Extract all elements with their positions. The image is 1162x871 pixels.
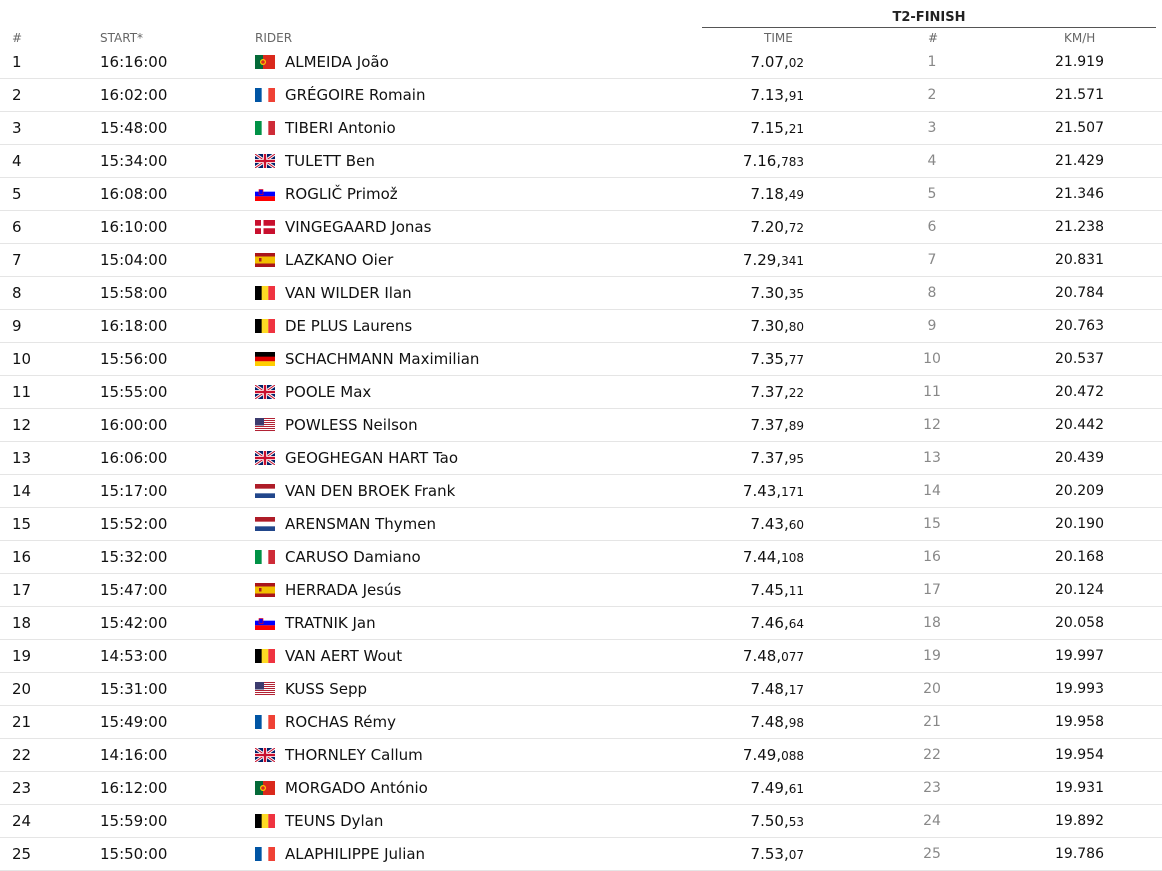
table-row[interactable] — [0, 112, 1162, 145]
time-cell — [751, 46, 804, 79]
speed-kmh-cell: 20.190 — [1055, 516, 1104, 532]
flag-por-icon — [255, 55, 275, 69]
flag-gbr-icon — [255, 451, 275, 465]
speed-kmh-cell: 19.997 — [1055, 648, 1104, 664]
time-fraction: 60 — [788, 518, 804, 532]
start-time-cell: 15:58:00 — [100, 284, 168, 302]
start-time-cell: 16:08:00 — [100, 185, 168, 203]
split-position-cell: 15 — [923, 516, 941, 532]
start-time-cell: 15:50:00 — [100, 845, 168, 863]
rider-name-link[interactable]: ROCHAS Rémy — [285, 713, 396, 731]
table-row[interactable] — [0, 46, 1162, 79]
time-fraction: 49 — [788, 188, 804, 202]
rank-cell: 15 — [12, 515, 32, 533]
speed-kmh-cell: 19.786 — [1055, 846, 1104, 862]
table-row[interactable] — [0, 211, 1162, 244]
time-cell — [751, 838, 804, 871]
country-flag-icon — [255, 352, 275, 366]
split-position-cell: 22 — [923, 747, 941, 763]
time-main: 7.13, — [750, 86, 789, 104]
rider-name-link[interactable]: VINGEGAARD Jonas — [285, 218, 432, 236]
split-position-cell: 13 — [923, 450, 941, 466]
split-position-cell: 8 — [927, 285, 937, 301]
time-main: 7.50, — [750, 812, 789, 830]
t2-finish-group-header: T2-FINISH — [702, 9, 1156, 28]
rider-name-link[interactable]: TRATNIK Jan — [285, 614, 376, 632]
rider-name-link[interactable]: LAZKANO Oier — [285, 251, 394, 269]
start-time-cell: 14:53:00 — [100, 647, 168, 665]
split-position-cell: 24 — [923, 813, 941, 829]
country-flag-icon — [255, 253, 275, 267]
flag-ned-icon — [255, 484, 275, 498]
split-position-cell: 19 — [923, 648, 941, 664]
flag-usa-icon — [255, 682, 275, 696]
start-time-cell: 15:42:00 — [100, 614, 168, 632]
time-cell — [743, 739, 804, 772]
rank-cell: 14 — [12, 482, 32, 500]
rank-cell: 11 — [12, 383, 32, 401]
rank-cell: 6 — [12, 218, 22, 236]
header-time[interactable]: TIME — [764, 31, 793, 45]
speed-kmh-cell: 20.439 — [1055, 450, 1104, 466]
rank-cell: 7 — [12, 251, 22, 269]
speed-kmh-cell: 20.831 — [1055, 252, 1104, 268]
header-rank[interactable]: # — [12, 31, 23, 45]
country-flag-icon — [255, 583, 275, 597]
country-flag-icon — [255, 616, 275, 630]
speed-kmh-cell: 21.346 — [1055, 186, 1104, 202]
flag-slo-icon — [255, 616, 275, 630]
start-time-cell: 16:10:00 — [100, 218, 168, 236]
time-main: 7.43, — [742, 482, 782, 500]
time-fraction: 61 — [788, 782, 804, 796]
time-main: 7.16, — [742, 152, 782, 170]
time-cell — [743, 145, 804, 178]
table-row[interactable] — [0, 244, 1162, 277]
split-position-cell: 5 — [927, 186, 937, 202]
time-fraction: 07 — [788, 848, 804, 862]
time-main: 7.45, — [750, 581, 789, 599]
time-cell — [743, 640, 804, 673]
rider-name-link[interactable]: KUSS Sepp — [285, 680, 368, 698]
start-time-cell: 16:02:00 — [100, 86, 168, 104]
rank-cell: 24 — [12, 812, 32, 830]
country-flag-icon — [255, 484, 275, 498]
flag-slo-icon — [255, 187, 275, 201]
rank-cell: 2 — [12, 86, 22, 104]
rider-name-link[interactable]: VAN DEN BROEK Frank — [285, 482, 456, 500]
rider-name-link[interactable]: SCHACHMANN Maximilian — [285, 350, 480, 368]
time-main: 7.18, — [750, 185, 789, 203]
time-fraction: 80 — [788, 320, 804, 334]
country-flag-icon — [255, 154, 275, 168]
country-flag-icon — [255, 418, 275, 432]
time-main: 7.37, — [750, 416, 789, 434]
rider-name-link[interactable]: DE PLUS Laurens — [285, 317, 413, 335]
table-row[interactable] — [0, 541, 1162, 574]
time-cell — [751, 772, 804, 805]
table-row[interactable] — [0, 508, 1162, 541]
rider-name-link[interactable]: POWLESS Neilson — [285, 416, 418, 434]
start-time-cell: 15:04:00 — [100, 251, 168, 269]
time-main: 7.20, — [750, 218, 789, 236]
time-cell — [751, 112, 804, 145]
time-fraction: 21 — [788, 122, 804, 136]
header-split-position[interactable]: # — [928, 31, 939, 45]
start-time-cell: 15:34:00 — [100, 152, 168, 170]
flag-usa-icon — [255, 418, 275, 432]
flag-ita-icon — [255, 121, 275, 135]
speed-kmh-cell: 20.124 — [1055, 582, 1104, 598]
split-position-cell: 17 — [923, 582, 941, 598]
speed-kmh-cell: 19.892 — [1055, 813, 1104, 829]
flag-ita-icon — [255, 550, 275, 564]
country-flag-icon — [255, 121, 275, 135]
start-time-cell: 15:31:00 — [100, 680, 168, 698]
speed-kmh-cell: 19.993 — [1055, 681, 1104, 697]
country-flag-icon — [255, 715, 275, 729]
flag-esp-icon — [255, 583, 275, 597]
flag-ger-icon — [255, 352, 275, 366]
rider-name-link[interactable]: CARUSO Damiano — [285, 548, 421, 566]
time-fraction: 341 — [781, 254, 804, 268]
country-flag-icon — [255, 286, 275, 300]
header-start[interactable]: START* — [100, 31, 144, 45]
split-position-cell: 2 — [927, 87, 937, 103]
rider-name-link[interactable]: GRÉGOIRE Romain — [285, 86, 426, 104]
rank-cell: 12 — [12, 416, 32, 434]
split-position-cell: 1 — [927, 54, 937, 70]
rank-cell: 13 — [12, 449, 32, 467]
start-time-cell: 15:17:00 — [100, 482, 168, 500]
time-main: 7.49, — [750, 779, 789, 797]
time-fraction: 171 — [781, 485, 804, 499]
country-flag-icon — [255, 319, 275, 333]
rank-cell: 5 — [12, 185, 22, 203]
country-flag-icon — [255, 220, 275, 234]
country-flag-icon — [255, 682, 275, 696]
time-fraction: 91 — [788, 89, 804, 103]
time-main: 7.15, — [750, 119, 789, 137]
split-position-cell: 20 — [923, 681, 941, 697]
split-position-cell: 4 — [927, 153, 937, 169]
time-fraction: 72 — [788, 221, 804, 235]
flag-bel-icon — [255, 649, 275, 663]
start-time-cell: 16:06:00 — [100, 449, 168, 467]
speed-kmh-cell: 20.058 — [1055, 615, 1104, 631]
time-cell — [751, 508, 804, 541]
start-time-cell: 15:55:00 — [100, 383, 168, 401]
rank-cell: 3 — [12, 119, 22, 137]
rank-cell: 9 — [12, 317, 22, 335]
start-time-cell: 16:12:00 — [100, 779, 168, 797]
flag-por-icon — [255, 781, 275, 795]
rider-name-link[interactable]: ALMEIDA João — [285, 53, 389, 71]
speed-kmh-cell: 20.168 — [1055, 549, 1104, 565]
table-row[interactable] — [0, 277, 1162, 310]
table-row[interactable] — [0, 343, 1162, 376]
time-fraction: 89 — [788, 419, 804, 433]
split-position-cell: 25 — [923, 846, 941, 862]
speed-kmh-cell: 20.442 — [1055, 417, 1104, 433]
rider-name-link[interactable]: MORGADO António — [285, 779, 428, 797]
speed-kmh-cell: 19.931 — [1055, 780, 1104, 796]
time-cell — [751, 805, 804, 838]
speed-kmh-cell: 20.472 — [1055, 384, 1104, 400]
time-main: 7.44, — [742, 548, 782, 566]
rank-cell: 4 — [12, 152, 22, 170]
time-fraction: 088 — [781, 749, 804, 763]
time-fraction: 77 — [788, 353, 804, 367]
split-position-cell: 14 — [923, 483, 941, 499]
time-cell — [743, 244, 804, 277]
country-flag-icon — [255, 814, 275, 828]
flag-gbr-icon — [255, 385, 275, 399]
time-main: 7.48, — [750, 680, 789, 698]
start-time-cell: 15:56:00 — [100, 350, 168, 368]
speed-kmh-cell: 21.919 — [1055, 54, 1104, 70]
rank-cell: 8 — [12, 284, 22, 302]
table-row[interactable] — [0, 805, 1162, 838]
rider-name-link[interactable]: ROGLIČ Primož — [285, 185, 398, 203]
split-position-cell: 21 — [923, 714, 941, 730]
speed-kmh-cell: 21.238 — [1055, 219, 1104, 235]
time-main: 7.43, — [750, 515, 789, 533]
rank-cell: 22 — [12, 746, 32, 764]
rank-cell: 25 — [12, 845, 32, 863]
speed-kmh-cell: 19.954 — [1055, 747, 1104, 763]
table-row[interactable] — [0, 310, 1162, 343]
table-row[interactable] — [0, 178, 1162, 211]
country-flag-icon — [255, 385, 275, 399]
split-position-cell: 9 — [927, 318, 937, 334]
time-cell — [751, 178, 804, 211]
speed-kmh-cell: 21.507 — [1055, 120, 1104, 136]
start-time-cell: 16:16:00 — [100, 53, 168, 71]
time-main: 7.49, — [742, 746, 782, 764]
time-main: 7.46, — [750, 614, 789, 632]
flag-bel-icon — [255, 319, 275, 333]
time-cell — [751, 277, 804, 310]
rank-cell: 20 — [12, 680, 32, 698]
time-fraction: 53 — [788, 815, 804, 829]
split-position-cell: 23 — [923, 780, 941, 796]
time-cell — [751, 607, 804, 640]
rider-name-link[interactable]: GEOGHEGAN HART Tao — [285, 449, 459, 467]
table-row[interactable] — [0, 739, 1162, 772]
table-row[interactable] — [0, 442, 1162, 475]
start-time-cell: 14:16:00 — [100, 746, 168, 764]
country-flag-icon — [255, 517, 275, 531]
rank-cell: 1 — [12, 53, 22, 71]
time-cell — [751, 211, 804, 244]
country-flag-icon — [255, 88, 275, 102]
rider-name-link[interactable]: VAN AERT Wout — [285, 647, 403, 665]
rider-name-link[interactable]: THORNLEY Callum — [285, 746, 423, 764]
time-main: 7.53, — [750, 845, 789, 863]
table-row[interactable] — [0, 607, 1162, 640]
start-time-cell: 16:00:00 — [100, 416, 168, 434]
time-main: 7.30, — [750, 317, 789, 335]
rider-name-link[interactable]: TEUNS Dylan — [285, 812, 384, 830]
start-time-cell: 15:49:00 — [100, 713, 168, 731]
start-time-cell: 15:32:00 — [100, 548, 168, 566]
start-time-cell: 16:18:00 — [100, 317, 168, 335]
start-time-cell: 15:59:00 — [100, 812, 168, 830]
time-fraction: 35 — [788, 287, 804, 301]
rider-name-link[interactable]: POOLE Max — [285, 383, 372, 401]
rank-cell: 17 — [12, 581, 32, 599]
time-fraction: 108 — [781, 551, 804, 565]
split-position-cell: 18 — [923, 615, 941, 631]
table-row[interactable] — [0, 79, 1162, 112]
country-flag-icon — [255, 649, 275, 663]
country-flag-icon — [255, 847, 275, 861]
country-flag-icon — [255, 55, 275, 69]
time-cell — [751, 79, 804, 112]
time-cell — [743, 541, 804, 574]
time-main: 7.29, — [742, 251, 782, 269]
time-fraction: 22 — [788, 386, 804, 400]
country-flag-icon — [255, 781, 275, 795]
rider-name-link[interactable]: TULETT Ben — [285, 152, 375, 170]
speed-kmh-cell: 20.784 — [1055, 285, 1104, 301]
rank-cell: 18 — [12, 614, 32, 632]
split-position-cell: 6 — [927, 219, 937, 235]
speed-kmh-cell: 20.537 — [1055, 351, 1104, 367]
time-fraction: 11 — [788, 584, 804, 598]
table-row[interactable] — [0, 145, 1162, 178]
time-main: 7.37, — [750, 383, 789, 401]
flag-den-icon — [255, 220, 275, 234]
speed-kmh-cell: 20.763 — [1055, 318, 1104, 334]
table-row[interactable] — [0, 772, 1162, 805]
flag-esp-icon — [255, 253, 275, 267]
time-main: 7.30, — [750, 284, 789, 302]
rider-name-link[interactable]: TIBERI Antonio — [285, 119, 396, 137]
speed-kmh-cell: 21.571 — [1055, 87, 1104, 103]
time-cell — [751, 442, 804, 475]
table-row[interactable] — [0, 574, 1162, 607]
country-flag-icon — [255, 748, 275, 762]
time-cell — [751, 409, 804, 442]
split-position-cell: 11 — [923, 384, 941, 400]
speed-kmh-cell: 21.429 — [1055, 153, 1104, 169]
rider-name-link[interactable]: HERRADA Jesús — [285, 581, 402, 599]
time-fraction: 95 — [788, 452, 804, 466]
rider-name-link[interactable]: VAN WILDER Ilan — [285, 284, 412, 302]
time-cell — [751, 343, 804, 376]
start-time-cell: 15:47:00 — [100, 581, 168, 599]
country-flag-icon — [255, 187, 275, 201]
rank-cell: 21 — [12, 713, 32, 731]
table-row[interactable] — [0, 409, 1162, 442]
time-fraction: 783 — [781, 155, 804, 169]
rider-name-link[interactable]: ALAPHILIPPE Julian — [285, 845, 426, 863]
time-fraction: 98 — [788, 716, 804, 730]
split-position-cell: 12 — [923, 417, 941, 433]
time-main: 7.35, — [750, 350, 789, 368]
time-main: 7.48, — [742, 647, 782, 665]
split-position-cell: 16 — [923, 549, 941, 565]
table-row[interactable] — [0, 706, 1162, 739]
time-main: 7.48, — [750, 713, 789, 731]
flag-bel-icon — [255, 814, 275, 828]
start-time-cell: 15:48:00 — [100, 119, 168, 137]
split-position-cell: 10 — [923, 351, 941, 367]
time-fraction: 17 — [788, 683, 804, 697]
time-cell — [751, 706, 804, 739]
country-flag-icon — [255, 451, 275, 465]
split-position-cell: 7 — [927, 252, 937, 268]
time-cell — [751, 376, 804, 409]
flag-gbr-icon — [255, 748, 275, 762]
rank-cell: 23 — [12, 779, 32, 797]
split-position-cell: 3 — [927, 120, 937, 136]
table-row[interactable] — [0, 376, 1162, 409]
time-cell — [743, 475, 804, 508]
flag-fra-icon — [255, 715, 275, 729]
rank-cell: 16 — [12, 548, 32, 566]
country-flag-icon — [255, 550, 275, 564]
rank-cell: 19 — [12, 647, 32, 665]
time-cell — [751, 310, 804, 343]
table-row[interactable] — [0, 640, 1162, 673]
flag-fra-icon — [255, 847, 275, 861]
table-row[interactable] — [0, 838, 1162, 871]
time-main: 7.37, — [750, 449, 789, 467]
start-time-cell: 15:52:00 — [100, 515, 168, 533]
flag-bel-icon — [255, 286, 275, 300]
time-cell — [751, 673, 804, 706]
flag-ned-icon — [255, 517, 275, 531]
header-kmh[interactable]: KM/H — [1064, 31, 1096, 45]
flag-gbr-icon — [255, 154, 275, 168]
table-row[interactable] — [0, 475, 1162, 508]
header-rider[interactable]: RIDER — [255, 31, 293, 45]
rank-cell: 10 — [12, 350, 32, 368]
speed-kmh-cell: 19.958 — [1055, 714, 1104, 730]
time-main: 7.07, — [750, 53, 789, 71]
time-fraction: 077 — [781, 650, 804, 664]
time-fraction: 02 — [788, 56, 804, 70]
flag-fra-icon — [255, 88, 275, 102]
results-table-body — [0, 46, 1162, 871]
time-cell — [751, 574, 804, 607]
speed-kmh-cell: 20.209 — [1055, 483, 1104, 499]
table-row[interactable] — [0, 673, 1162, 706]
table-header — [0, 30, 1162, 46]
rider-name-link[interactable]: ARENSMAN Thymen — [285, 515, 436, 533]
time-fraction: 64 — [788, 617, 804, 631]
